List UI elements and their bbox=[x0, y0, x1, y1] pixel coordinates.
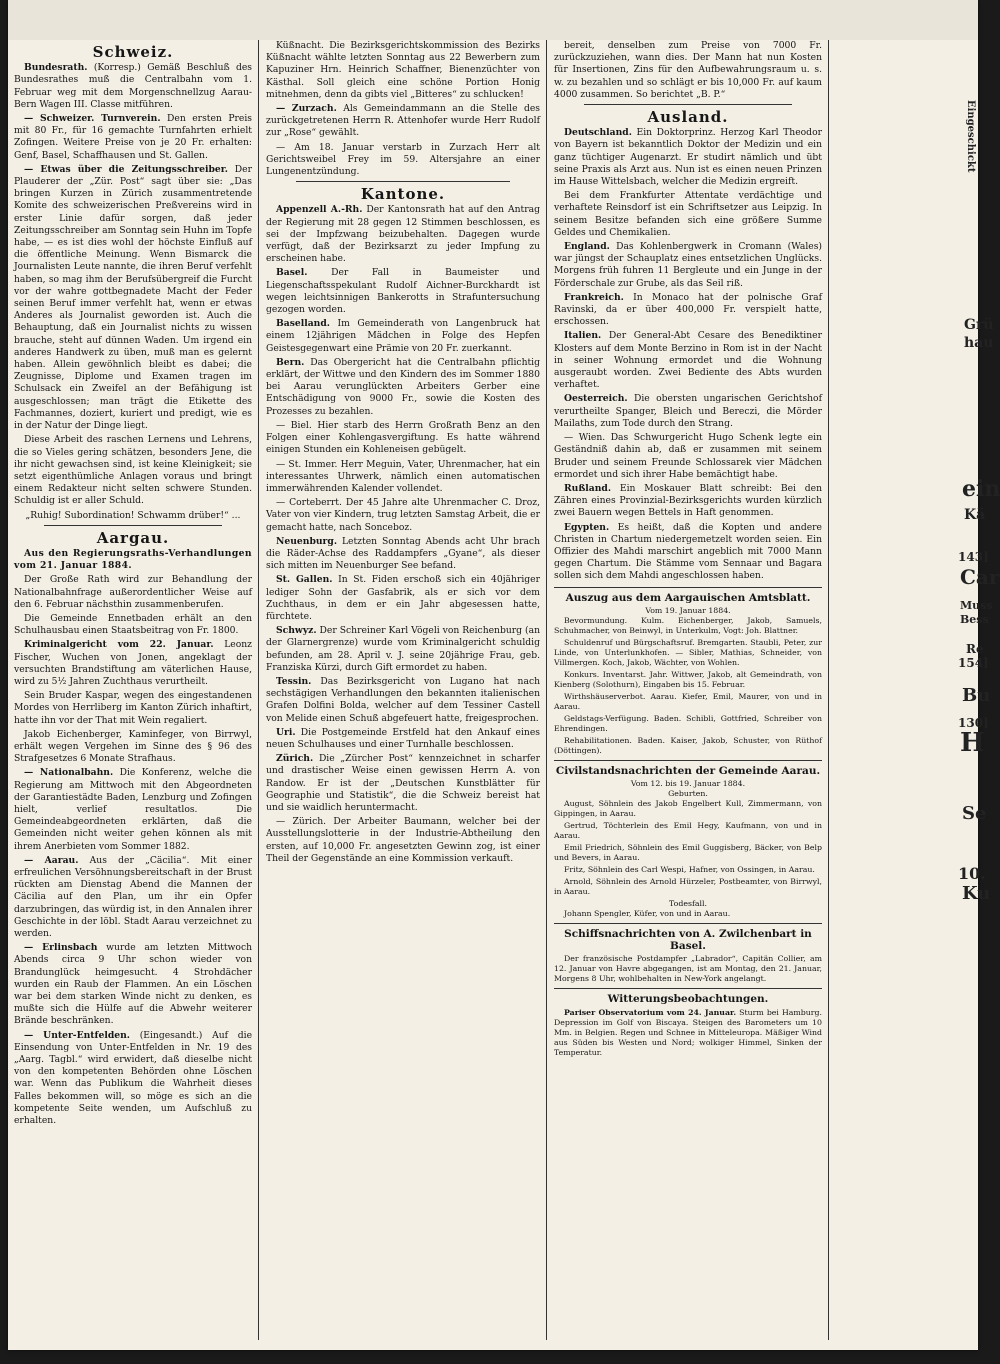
article: — Corteberrt. Der 45 Jahre alte Uhrenmacher C. Droz, Vater von vier Kindern, trug letzten Samstag Arbeit, die er gemacht hatte, nach Sonceboz. bbox=[266, 497, 541, 533]
vertical-text: Eingeschickt bbox=[965, 100, 976, 173]
article: — Nationalbahn. Die Konferenz, welche die Regierung am Mittwoch mit den Abgeordneten der Garantiestädte Baden, Lenzburg und Zofingen hielt, verlief resultatlos. Die Gemeindeabgeordneten erklärten, daß die Gemeinden nicht weiter gehen können als mit ihrem Anerbieten vom Sommer 1882. bbox=[14, 767, 252, 852]
article: — Schweizer. Turnverein. Den ersten Preis mit 80 Fr., für 16 gemachte Turnfahrten erhielt Zofingen. Weitere Preise von je 20 Fr. erhalten: Genf, Basel, Schaffhausen und St. Gallen. bbox=[14, 113, 252, 161]
notice: Bevormundung. Kulm. Eichenberger, Jakob, Samuels, Schuhmacher, von Beinwyl, in Unterkulm, Vogt: Joh. Blattner. bbox=[554, 615, 822, 635]
article: Italien. Der General-Abt Cesare des Benediktiner Klosters auf dem Monte Berzino in Rom ist in der Nacht in seiner Wohnung ermordet und die Wohnung ausgeraubt worden. Zwei Bediente des Abts wurden verhaftet. bbox=[554, 330, 822, 391]
article: Schwyz. Der Schreiner Karl Vögeli von Reichenburg (an der Glarnergrenze) wurde vom Kriminalgericht schuldig befunden, am 28. April v. J. seine 20jährige Frau, geb. Franziska Kürzi, durch Gift ermordet zu haben. bbox=[266, 625, 540, 673]
column-4-ads bbox=[834, 40, 1000, 1340]
article: Basel. Der Fall in Baumeister und Liegenschaftsspekulant Rudolf Aichner-Burckhardt ist wegen leichtsinnigen Bankerotts in Strafuntersuchung gezogen worden. bbox=[266, 267, 541, 316]
article: Küßnacht. Die Bezirksgerichtskommission des Bezirks Küßnacht wählte letzten Sonntag aus 22 Bewerbern zum Kapuziner Hrn. Heinrich Schaffner, Bienenzüchter von Kästhal. Soll gleich eine schöne Portion Honig mitnehmen, denn da gibts viel „Bitteres“ zu schlucken! bbox=[266, 40, 540, 100]
article: — Etwas über die Zeitungsschreiber. Der Plauderer der „Zür. Post“ sagt über sie: „Das bringen Kurzen in Zürich zusammentretende Komite des schweizerischen Preßvereins wird in erster Linie dafür sorgen, daß jeder Zeitungsschreiber am Sonntag sein Huhn im Topfe habe, — es ist dies wohl der höchste Einfluß auf die öffentliche Meinung. Wenn Bismarck die Journalisten Leute nannte, die ihren Beruf verfehlt haben, so mag ihm der Berufsübergreif die Furcht vor der wahre gottbegnadete Macht der Feder seinen Beruf immer verfehlt hat, wenn er etwas Anderes als Journalist geworden ist. Auch die Behauptung, daß ein Journalist nichts zu wissen brauche, steht auf dünnen Waden. Um irgend ein anderes Handwerk zu üben, muß man es gelernt haben. Allein gewöhnlich bleibt es dabei; die Zeugnisse, Diplome und Examen tragen im Schulsack ein Zweifel an der Befähigung ist ausgeschlossen; man trägt die Etikette des Fachmannes, doziert, kuriert und predigt, wie es in der Natur der Dinge liegt. bbox=[14, 163, 252, 432]
notice: Geldstags-Verfügung. Baden. Schibli, Gottfried, Schreiber von Ehrendingen. bbox=[554, 713, 822, 733]
article: — Unter-Entfelden. (Eingesandt.) Auf die Einsendung von Unter-Entfelden in Nr. 19 des „Aarg. Tagbl.“ wird erwidert, daß dieselbe nicht von den kompetenten Behörden ohne Löschen war. Wenn das Publikum die Wahrheit dieses Falles bekommen will, so möge es sich an die kompetente Seite wenden, um Aufschluß zu erhalten. bbox=[14, 1029, 252, 1127]
divider bbox=[554, 988, 822, 989]
article: — St. Immer. Herr Meguin, Vater, Uhrenmacher, hat ein interessantes Uhrwerk, nämlich einen automatischen immerwährenden Kalender vollendet. bbox=[266, 458, 540, 494]
article: St. Gallen. In St. Fiden erschoß sich ein 40jähriger lediger Sohn der Gasfabrik, als er sich vor dem Zuchthaus, in dem er ein Jahr abgesessen hatte, fürchtete. bbox=[266, 574, 540, 622]
zivilstand-date: Vom 12. bis 19. Januar 1884. bbox=[630, 778, 746, 788]
article: — Zürich. Der Arbeiter Baumann, welcher bei der Ausstellungslotterie in der Industrie-Abtheilung den ersten, auf 10,000 Fr. angesetzten Gewinn zog, ist einer Theil der Gegenstände an eine Kommission verkauft. bbox=[266, 816, 540, 864]
ad-fragment: 130] bbox=[958, 716, 989, 730]
article: Jakob Eichenberger, Kaminfeger, von Birrwyl, erhält wegen Vergehen im Sinne des § 96 des Strafgesetzes 6 Monate Strafhaus. bbox=[14, 728, 252, 765]
article: Kriminalgericht vom 22. Januar. Leonz Fischer, Wuchen von Jonen, angeklagt der versuchten Brandstiftung am väterlichen Hause, wird zu 5½ Jahren Zuchthaus verurtheilt. bbox=[14, 639, 253, 687]
ad-fragment: 143] bbox=[958, 550, 989, 564]
ad-fragment: ein bbox=[962, 476, 1000, 502]
notice: Gertrud, Töchterlein des Emil Hegy, Kaufmann, von und in Aarau. bbox=[554, 820, 822, 840]
ad-fragment: 10. bbox=[958, 864, 986, 883]
notice: Wirthshäuserverbot. Aarau. Kiefer, Emil, Maurer, von und in Aarau. bbox=[554, 691, 822, 711]
todesfall-heading: Todesfall. bbox=[669, 898, 707, 908]
amtsblatt-date: Vom 19. Januar 1884. bbox=[645, 605, 731, 615]
column-rule bbox=[828, 40, 829, 1340]
divider bbox=[44, 525, 222, 526]
article: Bern. Das Obergericht hat die Centralbahn pflichtig erklärt, der Wittwe und den Kindern des im Sommer 1880 bei Aarau verunglückten Arbeiters Gerber eine Entschädigung von 9000 Fr., sowie die Kosten des Prozesses zu bezahlen. bbox=[266, 356, 541, 417]
article: „Ruhig! Subordination! Schwamm drüber!“ ... bbox=[25, 509, 241, 521]
article: — Aarau. Aus der „Cäcilia“. Mit einer erfreulichen Versöhnungsbereitschaft in der Brust rückten am Dienstag Abend die Mannen der Cäcilia auf den Plan, um ihr ein Opfer darzubringen, das würdig ist, in den Annalen ihrer Geschichte in der löbl. Stadt Aarau verzeichnet zu werden. bbox=[14, 854, 252, 940]
article: Appenzell A.-Rh. Der Kantonsrath hat auf den Antrag der Regierung mit 28 gegen 12 Stimmen beschlossen, es sei der Impfzwang beizubehalten. Dagegen wurde verfügt, daß der Bezirksarzt zu jeder Impfung zu erscheinen habe. bbox=[266, 204, 540, 265]
ad-fragment: Bu bbox=[962, 685, 991, 706]
column-3 bbox=[554, 40, 822, 1340]
ad-fragment: Kä bbox=[964, 507, 986, 523]
witterung-heading: Witterungsbeobachtungen. bbox=[607, 993, 769, 1006]
article: Egypten. Es heißt, daß die Kopten und andere Christen in Chartum niedergemetzelt worden seien. Ein Offizier des Mahdi marschirt angeblich mit 7000 Mann gegen Chartum. Die Stämme vom Sennaar und Bagara sollen sich dem Mahdi angeschlossen haben. bbox=[554, 521, 822, 582]
divider bbox=[554, 760, 822, 761]
ad-fragment: 154] bbox=[958, 656, 989, 670]
geburten-heading: Geburten. bbox=[668, 788, 708, 798]
article: Baselland. Im Gemeinderath von Langenbruck hat einem 12jährigen Mädchen in Folge des Hepfen Geistesgegenwart eine Prämie von 20 Fr. zuerkannt. bbox=[266, 318, 540, 354]
ad-fragment: hau bbox=[964, 335, 994, 351]
article: Bei dem Frankfurter Attentate verdächtige und verhaftete Reinsdorf ist ein Schriftsetzer aus Leipzig. In seinem Besitze befanden sich eine größere Summe Geldes und Chemikalien. bbox=[554, 190, 822, 238]
article: Diese Arbeit des raschen Lernens und Lehrens, die so Vieles gering schätzen, besonders Jene, die ihr nicht gewachsen sind, ist keine Kleinigkeit; sie setzt eigenthümliche Anlagen voraus und bringt einem Redakteur nicht selten schwere Stunden. Schuldig ist er aller Schuld. bbox=[14, 434, 252, 507]
article: Die Gemeinde Ennetbaden erhält an den Schulhausbau einen Staatsbeitrag von Fr. 1800. bbox=[14, 612, 252, 637]
newspaper-page bbox=[8, 0, 1000, 1350]
notice: Rehabilitationen. Baden. Kaiser, Jakob, Schuster, von Rüthof (Döttingen). bbox=[554, 735, 822, 755]
ad-fragment: Grü bbox=[964, 317, 994, 333]
article: Tessin. Das Bezirksgericht von Lugano hat nach sechstägigen Verhandlungen den bekannten italienischen Grafen Dolfini Bolda, welcher auf dem Tessiner Castell von Melide einen Schuß abgefeuert hatte, freigesprochen. bbox=[266, 675, 541, 724]
article: Der Große Rath wird zur Behandlung der Nationalbahnfrage außerordentlicher Weise auf den 6. Februar nächsthin zusammenberufen. bbox=[14, 574, 252, 610]
article: Frankreich. In Monaco hat der polnische Graf Ravinski, da er über 400,000 Fr. verspielt hatte, erschossen. bbox=[554, 291, 822, 328]
article: Bundesrath. (Korresp.) Gemäß Beschluß des Bundesrathes muß die Centralbahn vom 1. Februar weg mit dem Morgenschnellzug Aarau-Bern Wagen III. Classe mitführen. bbox=[14, 62, 252, 110]
ad-fragment: Muss bbox=[960, 599, 993, 612]
notice: Der französische Postdampfer „Labrador“, Capitän Collier, am 12. Januar von Havre abgegangen, ist am Montag, den 21. Januar, Morgens 8 Uhr, wohlbehalten in New-York angelangt. bbox=[554, 954, 822, 984]
article: England. Das Kohlenbergwerk in Cromann (Wales) war jüngst der Schauplatz eines entsetzlichen Unglücks. Morgens früh fuhren 11 Bergleute und ein Junge in der Förderschale zur Grube, als das Seil riß. bbox=[554, 241, 822, 289]
article: Rußland. Ein Moskauer Blatt schreibt: Bei den Zähren eines Provinzial-Bezirksgerichts wurden kürzlich zwei Bauern wegen Bettels in Haft genommen. bbox=[554, 482, 822, 519]
amtsblatt-heading: Auszug aus dem Aargauischen Amtsblatt. bbox=[565, 591, 811, 604]
notice: Konkurs. Inventarst. Jahr. Wittwer, Jakob, alt Gemeindrath, von Kienberg (Solothurn), Eingaben bis 15. Februar. bbox=[554, 669, 822, 689]
column-rule bbox=[258, 40, 259, 1340]
article: Zürich. Die „Zürcher Post“ kennzeichnet in scharfer und drastischer Weise einen gewissen Herrn A. von Randow. Er ist der „Deutschen Kunstblätter für Geographie und Statistik“, die die Schweiz bereist hat und sie waidlich heruntermacht. bbox=[266, 753, 541, 813]
section-heading-schweiz: Schweiz. bbox=[92, 43, 174, 61]
article: Uri. Die Postgemeinde Erstfeld hat den Ankauf eines neuen Schulhauses und einer Turnhalle beschlossen. bbox=[266, 726, 541, 750]
article: — Biel. Hier starb des Herrn Großrath Benz an den Folgen einer Kohlengasvergiftung. Es hatte während einigen Stunden ein Kohleneisen gebügelt. bbox=[266, 419, 540, 456]
schiff-heading: Schiffsnachrichten von A. Zwilchenbart in Basel. bbox=[564, 927, 812, 953]
article: Deutschland. Ein Doktorprinz. Herzog Karl Theodor von Bayern ist bekanntlich Doktor der Medizin und ein ganz tüchtiger Augenarzt. Er studirt nämlich und übt seine Praxis als Arzt aus. Nun ist es einen neuen Prinzen im Hause Wittelsbach, welcher die Medizin ergreift. bbox=[554, 127, 822, 188]
ad-fragment: Se bbox=[962, 803, 987, 824]
column-2 bbox=[266, 40, 540, 1340]
article: Oesterreich. Die obersten ungarischen Gerichtshof verurtheilte Spanger, Bleich und Bereczi, die Mörder Mailaths, zum Tode durch den Strang. bbox=[554, 393, 822, 429]
divider bbox=[296, 181, 510, 182]
notice: Johann Spengler, Küfer, von und in Aarau. bbox=[564, 908, 731, 918]
ad-fragment: Ku bbox=[962, 883, 991, 904]
page-top-margin bbox=[8, 0, 978, 40]
article: — Erlinsbach wurde am letzten Mittwoch Abends circa 9 Uhr schon wieder von Brandunglück heimgesucht. 4 Strohdächer wurden ein Raub der Flammen. An ein Löschen war bei dem starken Winde nicht zu denken, es mußte sich die Hülfe auf die Abwehr weiterer Brände beschränken. bbox=[14, 942, 253, 1027]
notice: Emil Friedrich, Söhnlein des Emil Guggisberg, Bäcker, von Belp und Bevers, in Aarau. bbox=[554, 842, 822, 862]
notice: August, Söhnlein des Jakob Engelbert Kull, Zimmermann, von Gippingen, in Aarau. bbox=[554, 798, 822, 818]
notice: Fritz, Söhnlein des Carl Wespi, Hafner, von Ossingen, in Aarau. bbox=[564, 864, 815, 874]
article: bereit, denselben zum Preise von 7000 Fr. zurückzuziehen, wann dies. Der Mann hat nun Kosten für Insertionen, Zins für den Aufbewahrungsraum u. s. w. zu bezahlen und so schlägt er bis 10,000 Fr. auf kaum 4000 zusammen. So berichtet „B. P.“ bbox=[554, 40, 822, 100]
zivilstand-heading: Civilstandsnachrichten der Gemeinde Aarau. bbox=[555, 764, 821, 777]
column-1 bbox=[14, 40, 252, 1340]
section-heading-aargau: Aargau. bbox=[96, 528, 170, 547]
divider bbox=[554, 587, 822, 588]
ad-fragment: Re bbox=[966, 642, 984, 656]
notice: Schuldenruf und Bürgschaftsruf. Bremgarten. Staubli, Peter, zur Linde, von Unterlunkhofen. — Sibler, Mathias, Schneider, von Villmergen. Koch, Jakob, Wächter, von Wohlen. bbox=[554, 637, 822, 667]
divider bbox=[554, 923, 822, 924]
notice: Arnold, Söhnlein des Arnold Hürzeler, Postbeamter, von Birrwyl, in Aarau. bbox=[554, 876, 822, 896]
ad-fragment: Bess bbox=[960, 613, 989, 626]
ad-fragment: H bbox=[960, 728, 985, 758]
section-heading-kantone: Kantone. bbox=[360, 185, 446, 204]
article: — Am 18. Januar verstarb in Zurzach Herr alt Gerichtsweibel Frey im 59. Altersjahre an einer Lungenentzündung. bbox=[266, 141, 540, 178]
ad-fragment: Car bbox=[960, 565, 1000, 589]
subheading: Aus den Regierungsraths-Verhandlungen vom 21. Januar 1884. bbox=[14, 547, 252, 572]
article: Neuenburg. Letzten Sonntag Abends acht Uhr brach die Räder-Achse des Raddampfers „Gyane“, als dieser sich mitten im Neuenburger See befand. bbox=[266, 535, 540, 572]
column-rule bbox=[546, 40, 547, 1340]
article: — Zurzach. Als Gemeindammann an die Stelle des zurückgetretenen Herrn R. Attenhofer wurde Herr Rudolf zur „Rose“ gewählt. bbox=[266, 103, 540, 139]
notice: Pariser Observatorium vom 24. Januar. Sturm bei Hamburg. Depression im Golf von Biscaya. Steigen des Barometers um 10 Mm. in Belgien. Regen und Schnee in Mitteleuropa. Mäßiger Wind aus Süden bis Westen und Nord; wolkiger Himmel, Sinken der Temperatur. bbox=[554, 1007, 822, 1057]
article: — Wien. Das Schwurgericht Hugo Schenk legte ein Geständniß dahin ab, daß er zusammen mit seinem Bruder und seinem Freunde Schlossarek vier Mädchen ermordet und sich ihrer Habe bemächtigt habe. bbox=[554, 432, 822, 480]
divider bbox=[584, 104, 792, 105]
section-heading-ausland: Ausland. bbox=[647, 108, 729, 127]
article: Sein Bruder Kaspar, wegen des eingestandenen Mordes von Herrliberg im Kanton Zürich inhaftirt, hatte ihn vor der That mit Wein regaliert. bbox=[14, 690, 252, 726]
